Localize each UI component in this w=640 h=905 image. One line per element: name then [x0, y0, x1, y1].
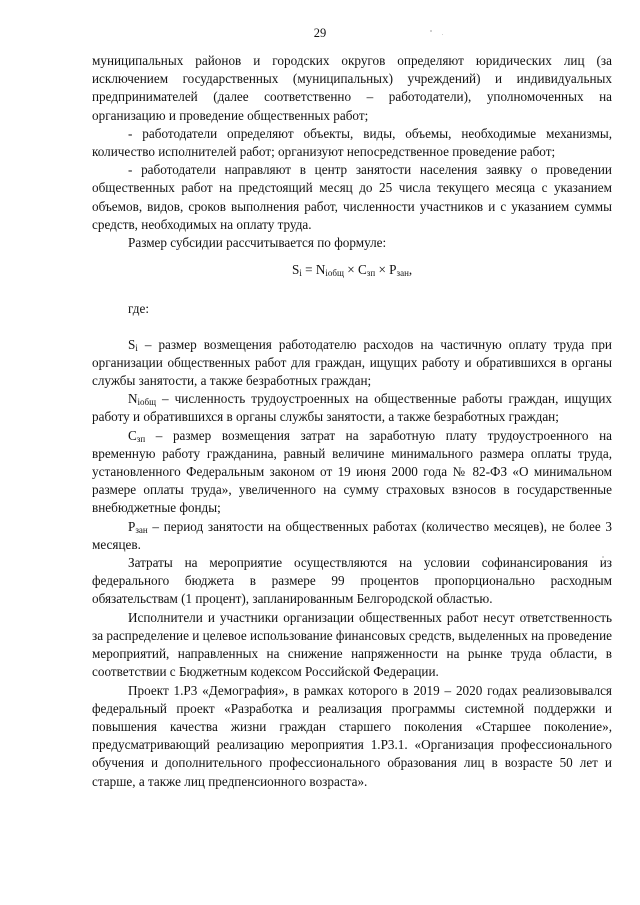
paragraph-employers-definition: муниципальных районов и городских округов определяют юридических лиц (за исключением государственных (муниципальных) учреждений) и индивидуальных предпринимателей (далее соответственно – работодатели), уполномоченных на организацию и проведение общественных работ; — [92, 53, 612, 123]
page-number: 29 — [313, 26, 327, 40]
paragraph-employers-duties: - работодатели определяют объекты, виды, объемы, необходимые механизмы, количество исполнителей работ; организуют непосредственное проведение работ; — [92, 125, 612, 160]
formula-symbol-s: S — [292, 262, 300, 278]
paragraph-demography-project: Проект 1.Р3 «Демография», в рамках которого в 2019 – 2020 годах реализовывался федеральный проект «Разработка и реализация программы системной поддержки и повышения качества жизни граждан старшего поколения «Старшее поколение», предусматривающий реализацию мероприятия 1.Р3.1. «Организация профессионального обучения и дополнительного профессионального образования лиц в возрасте 50 лет и старше, а также лиц предпенсионного возраста». — [92, 682, 612, 789]
paragraph-cofinancing: Затраты на мероприятие осуществляются на условии софинансирования из федерального бюджета в размере 99 процентов пропорционально расходным обязательствам (1 процент), запланированным Белгородской областью. — [92, 555, 612, 607]
formula-subscript-zan: зан — [396, 268, 409, 279]
definition-c-text: – размер возмещения затрат на заработную плату трудоустроенного на временную работу гражданина, равный величине минимального размера оплаты труда, установленного Федеральным законом от 19 июня 2000 года № 82-ФЗ «О минимальном размере оплаты труда», увеличенного на сумму страховых взносов в государственные внебюджетные фонды; — [92, 427, 612, 516]
definition-s-subscript: i — [135, 342, 138, 353]
paragraph-employers-application: - работодатели направляют в центр занятости населения заявку о проведении общественных работ на предстоящий месяц до 25 числа текущего месяца с указанием объемов, видов, сроков выполнения работ, численности участников и с указанием суммы средств, необходимых на оплату труда. — [92, 162, 612, 232]
subsidy-formula — [92, 261, 612, 279]
formula-times-p: × P — [375, 262, 397, 278]
definition-c — [92, 427, 612, 518]
definition-n — [92, 390, 612, 426]
definition-n-text: – численность трудоустроенных на общественные работы граждан, ищущих работу и обратившихся в органы службы занятости, а также безработных граждан; — [92, 391, 612, 425]
definition-p-text: – период занятости на общественных работах (количество месяцев), не более 3 месяцев. — [92, 518, 612, 552]
definition-p — [92, 518, 612, 554]
definition-c-subscript: зп — [136, 433, 146, 444]
paragraph-responsibility: Исполнители и участники организации общественных работ несут ответственность за распределение и целевое использование финансовых средств, выделенных на проведение мероприятий, направленных на снижение напряженности на рынке труда области, в соответствии с Бюджетным кодексом Российской Федерации. — [92, 609, 612, 680]
definition-p-subscript: зан — [135, 524, 148, 535]
definition-p-symbol: P — [128, 518, 136, 534]
definition-s-text: – размер возмещения работодателю расходов на частичную оплату труда при организации общественных работ для граждан, ищущих работу и обратившихся в органы службы занятости, а также безработных граждан; — [92, 336, 612, 389]
paragraph-subsidy-formula-intro: Размер субсидии рассчитывается по формуле: — [128, 235, 387, 251]
formula-times-c: × C — [343, 262, 367, 278]
scan-speck — [430, 30, 432, 32]
definition-c-symbol: C — [128, 427, 137, 443]
formula-subscript-iobshch: iобщ — [325, 268, 344, 279]
definition-n-subscript: iобщ — [137, 397, 157, 408]
formula-subscript-zp: зп — [366, 268, 376, 279]
formula-where-label: где: — [128, 301, 149, 317]
definition-n-symbol: N — [128, 391, 138, 407]
scan-speck — [442, 34, 443, 35]
definition-s — [92, 336, 612, 391]
definition-s-symbol: S — [128, 336, 136, 352]
formula-subscript-i: i — [299, 268, 302, 279]
document-body — [92, 52, 612, 791]
formula-end: , — [408, 262, 413, 278]
formula-equals-n: = N — [301, 262, 326, 278]
